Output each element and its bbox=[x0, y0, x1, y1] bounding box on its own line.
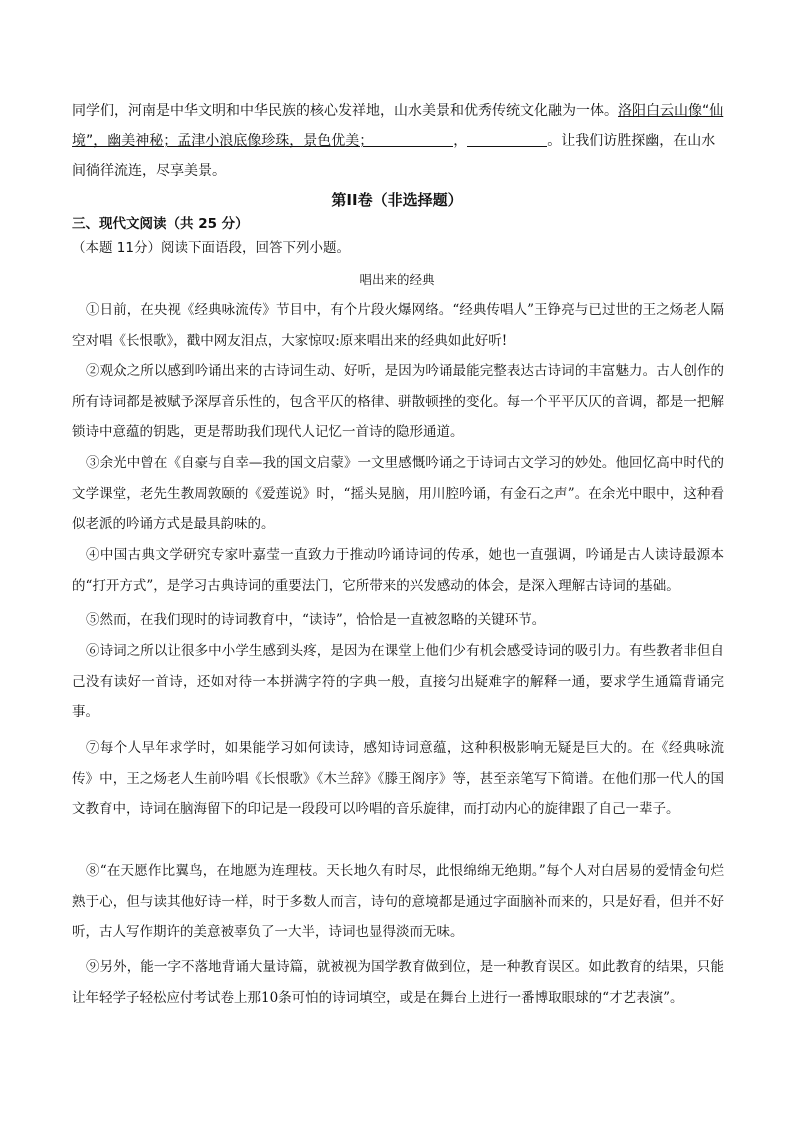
volume-title: 第II卷（非选择题） bbox=[331, 191, 463, 209]
intro-underlined-text: 洛阳白云山像“仙境”，幽美神秘；孟津小浪底像珍珠，景色优美； bbox=[72, 103, 724, 149]
intro-tail-text: 。让我们访胜探幽，在山水间徜徉流连，尽享美景。 bbox=[72, 133, 716, 179]
article-paragraph-7: ⑦每个人早年求学时，如果能学习如何读诗，感知诗词意蕴，这种积极影响无疑是巨大的。在《经典咏流传》中，王之炀老人生前吟唱《长恨歌》《木兰辞》《滕王阁序》等，甚至亲笔写下简谱。在他们那一代人的国文教育中，诗词在脑海留下的印记是一段段可以吟唱的音乐旋律，而打动内心的旋律跟了自己一辈子。 bbox=[72, 740, 724, 818]
intro-paragraph bbox=[72, 96, 724, 186]
answer-blank-2[interactable] bbox=[467, 132, 547, 147]
article-paragraph-1: ①日前，在央视《经典咏流传》节目中，有个片段火爆网络。“经典传唱人”王铮亮与已过世的王之炀老人隔空对唱《长恨歌》，戳中网友泪点，大家惊叹:原来唱出来的经典如此好听! bbox=[72, 302, 724, 349]
article-title: 唱出来的经典 bbox=[359, 272, 435, 287]
article-paragraph-5: ⑤然而，在我们现时的诗词教育中，“读诗”，恰恰是一直被忽略的关键环节。 bbox=[86, 612, 546, 628]
answer-blank-1[interactable] bbox=[373, 132, 453, 147]
article-paragraph-6: ⑥诗词之所以让很多中小学生感到头疼，是因为在课堂上他们少有机会感受诗词的吸引力。有些教者非但自己没有读好一首诗，还如对待一本拼满字符的字典一般，直接匀出疑难字的解释一通，要求学生通篇背诵完事。 bbox=[72, 643, 724, 721]
article-paragraph-2: ②观众之所以感到吟诵出来的古诗词生动、好听，是因为吟诵最能完整表达古诗词的丰富魅力。古人创作的所有诗词都是被赋予深厚音乐性的，包含平仄的格律、骈散顿挫的变化。每一个平平仄仄的音调，都是一把解锁诗中意蕴的钥匙，更是帮助我们现代人记忆一首诗的隐形通道。 bbox=[72, 363, 724, 441]
article-paragraph-3: ③余光中曾在《自豪与自幸—我的国文启蒙》一文里感慨吟诵之于诗词古文学习的妙处。他回忆高中时代的文学课堂，老先生教周敦颐的《爱莲说》时，“摇头晃脑，用川腔吟诵，有金石之声”。在余光中眼中，这种看似老派的吟诵方式是最具韵味的。 bbox=[72, 455, 724, 533]
article-paragraph-8: ⑧“在天愿作比翼鸟，在地愿为连理枝。天长地久有时尽，此恨绵绵无绝期。”每个人对白居易的爱情金句烂熟于心，但与读其他好诗一样，时于多数人而言，诗句的意境都是通过字面脑补而来的，只是好看，但并不好听，古人写作期许的美意被辜负了一大半，诗词也显得淡而无味。 bbox=[72, 863, 724, 941]
intro-text: 同学们，河南是中华文明和中华民族的核心发祥地，山水美景和优秀传统文化融为一体。 bbox=[72, 103, 618, 119]
section-title: 三、现代文阅读（共 25 分） bbox=[72, 216, 249, 232]
question-instruction: （本题 11分）阅读下面语段，回答下列小题。 bbox=[72, 240, 350, 256]
article-paragraph-4: ④中国古典文学研究专家叶嘉莹一直致力于推动吟诵诗词的传承，她也一直强调，吟诵是古人读诗最源本的“打开方式”，是学习古典诗词的重要法门，它所带来的兴发感动的体会，是深入理解古诗词的基础。 bbox=[72, 547, 724, 594]
article-paragraph-9: ⑨另外，能一字不落地背诵大量诗篇，就被视为国学教育做到位，是一种教育误区。如此教育的结果，只能让年轻学子轻松应付考试卷上那10条可怕的诗词填空，或是在舞台上进行一番博取眼球的“才艺表演”。 bbox=[72, 959, 724, 1006]
intro-separator: ， bbox=[453, 133, 468, 149]
